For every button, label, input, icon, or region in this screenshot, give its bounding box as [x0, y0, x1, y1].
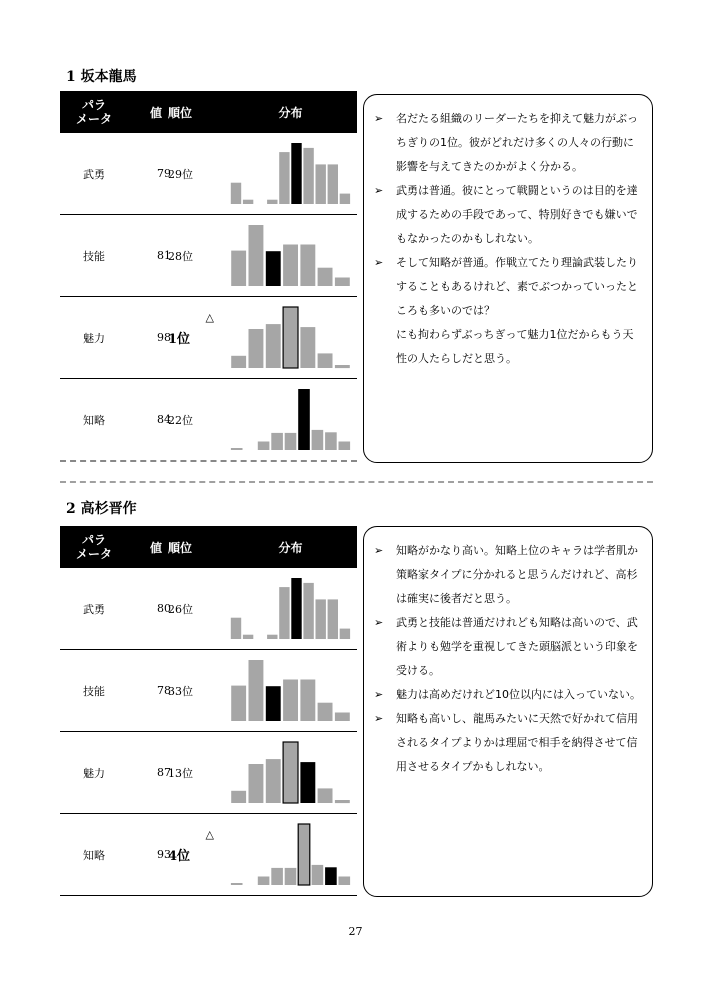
distribution-bar [312, 430, 324, 450]
section-heading: 2 高杉晋作 [66, 501, 137, 517]
triangle-marker-icon: △ [205, 311, 214, 324]
header-distribution: 分布 [278, 105, 303, 120]
distribution-bar [300, 680, 315, 722]
distribution-cell [224, 379, 357, 461]
distribution-bar [335, 800, 350, 803]
param-value: 93 [157, 848, 171, 861]
distribution-chart [224, 650, 357, 731]
distribution-bar [318, 788, 333, 803]
rank-text: 26位 [168, 602, 193, 616]
param-value: 87 [157, 766, 171, 779]
distribution-bar [335, 713, 350, 722]
header-parameter: パラ メータ [75, 533, 112, 561]
header-parameter: パラ メータ [75, 98, 112, 126]
distribution-bar [300, 762, 315, 803]
param-value: 78 [157, 684, 171, 697]
param-value: 79 [157, 167, 171, 180]
rank-text: 4位 [168, 849, 191, 864]
table-row [60, 133, 357, 215]
distribution-bar [325, 432, 337, 450]
rank-text: 13位 [168, 766, 193, 780]
rank-text: 1位 [168, 332, 191, 347]
section-divider [60, 481, 653, 483]
distribution-bar [300, 327, 315, 368]
rank-text: 28位 [168, 249, 193, 263]
distribution-bar [340, 194, 350, 204]
header-distribution: 分布 [278, 540, 303, 555]
header-rank: 順位 [168, 105, 193, 120]
param-rank [168, 215, 224, 297]
distribution-bar [291, 143, 301, 204]
param-value: 84 [157, 413, 171, 426]
table-row [60, 215, 357, 297]
distribution-bar [231, 183, 241, 204]
table-row [60, 297, 357, 379]
note-item: ➢ 知略がかなり高い。知略上位のキャラは学者肌か策略家タイプに分かれると思うんだけれど、高杉は確実に後者だと思う。 [372, 539, 642, 611]
table-row [60, 568, 357, 650]
header-rank: 順位 [168, 540, 193, 555]
commentary-box [363, 526, 653, 897]
param-rank [168, 379, 224, 461]
parameter-table [60, 526, 357, 896]
distribution-bar [303, 583, 313, 639]
distribution-bar [266, 759, 281, 803]
distribution-bar [231, 883, 243, 885]
note-item: ➢ 魅力は高めだけれど10位以内には入っていない。 [372, 683, 642, 707]
parameter-table [60, 91, 357, 460]
note-item: ➢ そして知略が普通。作戦立てたり理論武装したりすることもあるけれど、素でぶつかっていったところも多いのでは？ [372, 251, 642, 323]
table-row [60, 814, 357, 896]
distribution-bar [249, 225, 264, 286]
distribution-bar [267, 635, 277, 639]
distribution-cell [224, 814, 357, 896]
distribution-cell [224, 650, 357, 732]
distribution-bar [231, 251, 246, 286]
header-value: 値 [150, 105, 163, 120]
section-heading: 1 坂本龍馬 [66, 69, 137, 85]
distribution-bar [258, 442, 270, 451]
param-label: 技能 [83, 249, 105, 263]
table-bottom-divider [60, 460, 357, 462]
param-rank [168, 732, 224, 814]
distribution-chart [224, 215, 357, 296]
distribution-bar [249, 329, 264, 368]
param-label: 知略 [83, 413, 105, 427]
distribution-bar [266, 686, 281, 721]
distribution-bar [283, 680, 298, 722]
distribution-bar [279, 152, 289, 204]
distribution-bar [298, 824, 310, 885]
header-value: 値 [150, 540, 163, 555]
param-value: 81 [157, 249, 171, 262]
triangle-marker-icon: △ [205, 828, 214, 841]
distribution-cell [224, 297, 357, 379]
param-label: 技能 [83, 684, 105, 698]
distribution-cell [224, 133, 357, 215]
note-item: ➢ 名だたる組織のリーダーたちを抑えて魅力がぶっちぎりの1位。彼がどれだけ多くの人々の行動に影響を与えてきたのかがよく分かる。 [372, 107, 642, 179]
distribution-bar [335, 278, 350, 287]
distribution-bar [312, 865, 324, 885]
note-item: ➢ 知略も高いし、龍馬みたいに天然で好かれて信用されるタイプよりかは理屈で相手を納得させて信用させるタイプかもしれない。 [372, 707, 642, 779]
distribution-bar [285, 433, 297, 450]
rank-text: 22位 [168, 413, 193, 427]
distribution-bar [258, 877, 270, 886]
distribution-bar [303, 148, 313, 204]
distribution-bar [325, 867, 337, 885]
note-continuation: にも拘わらずぶっちぎって魅力1位だからもう天性の人たらしだと思う。 [396, 328, 634, 365]
distribution-bar [316, 164, 326, 204]
table-row [60, 650, 357, 732]
param-rank [168, 650, 224, 732]
param-label: 武勇 [83, 167, 105, 181]
distribution-bar [318, 703, 333, 721]
param-rank [168, 814, 224, 896]
distribution-bar [266, 324, 281, 368]
distribution-cell [224, 732, 357, 814]
distribution-chart [224, 133, 357, 214]
distribution-bar [298, 389, 310, 450]
distribution-bar [328, 599, 338, 639]
distribution-bar [283, 742, 298, 803]
distribution-bar [231, 448, 243, 450]
commentary-box [363, 94, 653, 463]
page-number: 27 [348, 925, 363, 938]
distribution-bar [249, 660, 264, 721]
distribution-bar [300, 245, 315, 287]
distribution-bar [316, 599, 326, 639]
distribution-chart [224, 379, 357, 460]
note-item: ➢ 武勇と技能は普通だけれども知略は高いので、武術よりも勉学を重視してきた頭脳派という印象を受ける。 [372, 611, 642, 683]
distribution-bar [231, 686, 246, 721]
table-header-row [60, 91, 357, 133]
param-rank [168, 297, 224, 379]
distribution-bar [271, 433, 283, 450]
param-rank [168, 133, 224, 215]
param-rank [168, 568, 224, 650]
distribution-bar [283, 245, 298, 287]
rank-text: 33位 [168, 684, 193, 698]
param-label: 魅力 [83, 331, 105, 345]
distribution-bar [339, 877, 351, 886]
param-label: 魅力 [83, 766, 105, 780]
rank-text: 29位 [168, 167, 193, 181]
distribution-bar [249, 764, 264, 803]
distribution-bar [318, 268, 333, 286]
distribution-bar [291, 578, 301, 639]
distribution-bar [285, 868, 297, 885]
table-header-row [60, 526, 357, 568]
param-value: 80 [157, 602, 171, 615]
distribution-bar [340, 629, 350, 639]
distribution-chart [224, 297, 357, 378]
param-label: 知略 [83, 848, 105, 862]
distribution-bar [267, 200, 277, 204]
distribution-bar [266, 251, 281, 286]
param-label: 武勇 [83, 602, 105, 616]
distribution-bar [231, 356, 246, 368]
table-row [60, 379, 357, 461]
distribution-chart [224, 568, 357, 649]
distribution-bar [231, 618, 241, 639]
distribution-bar [339, 442, 351, 451]
distribution-cell [224, 568, 357, 650]
distribution-bar [243, 200, 253, 204]
distribution-bar [318, 353, 333, 368]
param-value: 98 [157, 331, 171, 344]
distribution-bar [283, 307, 298, 368]
distribution-bar [328, 164, 338, 204]
distribution-bar [279, 587, 289, 639]
distribution-cell [224, 215, 357, 297]
distribution-bar [243, 635, 253, 639]
distribution-bar [335, 365, 350, 368]
note-item: ➢ 武勇は普通。彼にとって戦闘というのは目的を達成するための手段であって、特別好きでも嫌いでもなかったのかもしれない。 [372, 179, 642, 251]
distribution-bar [231, 791, 246, 803]
distribution-bar [271, 868, 283, 885]
distribution-chart [224, 814, 357, 895]
table-row [60, 732, 357, 814]
distribution-chart [224, 732, 357, 813]
